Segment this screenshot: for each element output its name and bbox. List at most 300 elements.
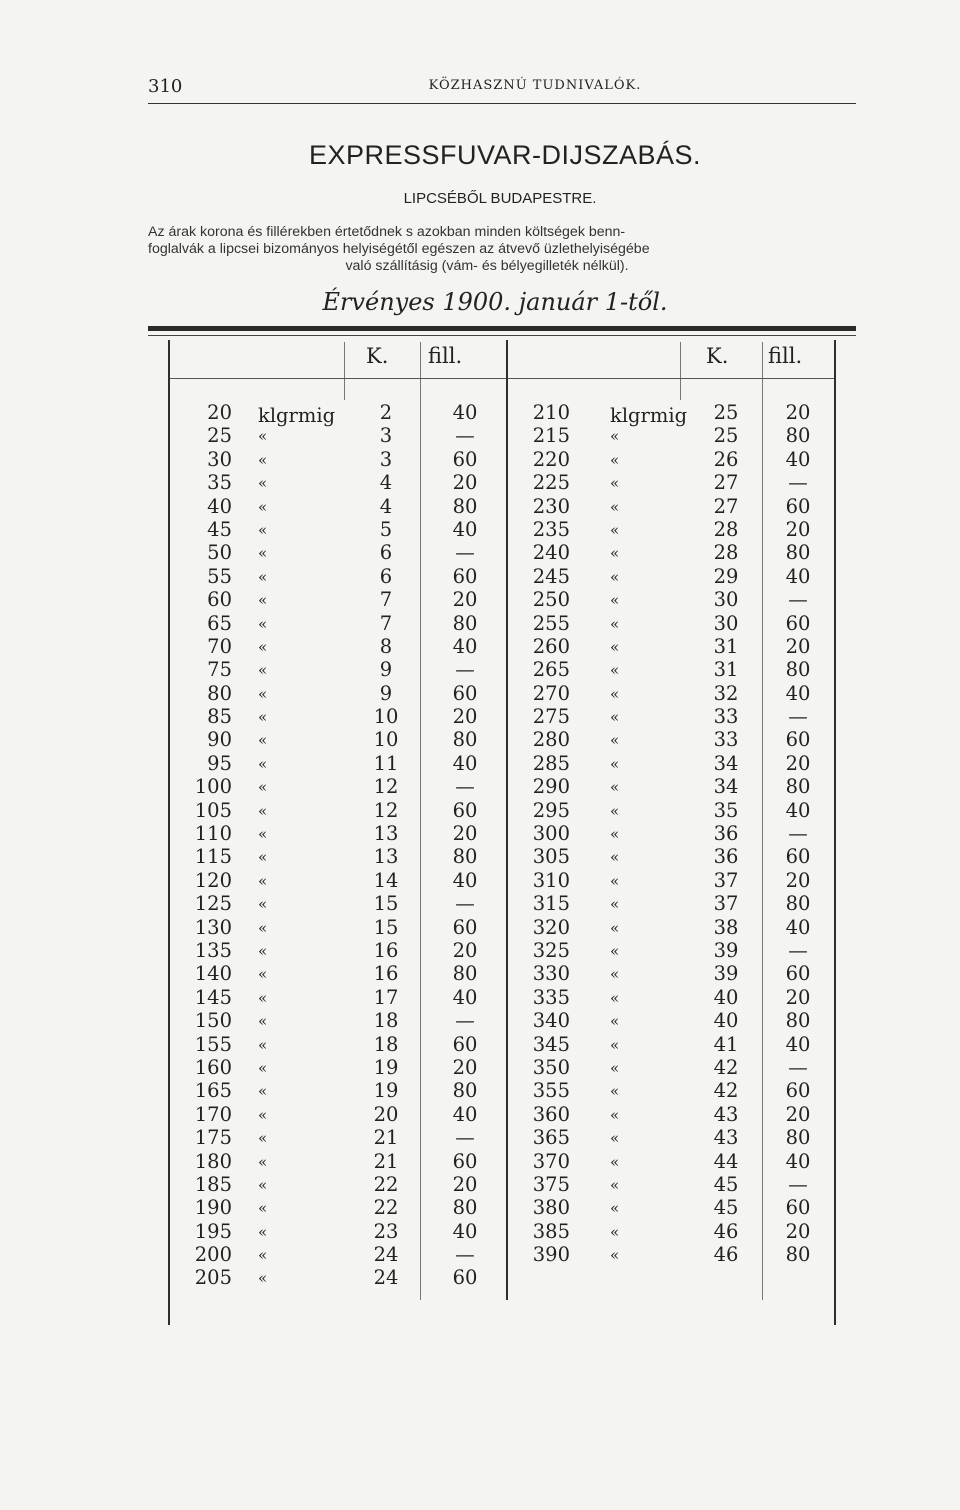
weight-cell: 370	[532, 1149, 570, 1173]
korona-cell: 37	[713, 868, 739, 892]
korona-cell: 43	[713, 1102, 739, 1126]
unit-cell: «	[610, 778, 620, 797]
filler-cell: —	[455, 424, 475, 448]
weight-cell: 230	[532, 494, 570, 518]
table-row	[170, 635, 840, 658]
korona-cell: 9	[379, 681, 393, 705]
korona-cell: 3	[379, 447, 393, 471]
table-row	[170, 939, 840, 962]
unit-cell: «	[610, 684, 620, 703]
unit-cell: «	[610, 1199, 620, 1218]
korona-cell: 27	[713, 494, 739, 518]
korona-cell: 25	[713, 424, 739, 448]
table-row	[170, 822, 840, 845]
table-row	[170, 892, 840, 915]
filler-cell: 40	[785, 915, 811, 939]
weight-cell: 150	[194, 1009, 232, 1033]
table-row	[170, 1126, 840, 1149]
unit-cell: «	[610, 614, 620, 633]
korona-cell: 19	[373, 1079, 399, 1103]
unit-cell: «	[258, 1129, 268, 1148]
filler-cell: 20	[452, 471, 478, 495]
unit-cell: «	[258, 871, 268, 890]
weight-cell: 380	[532, 1196, 570, 1220]
weight-cell: 160	[194, 1055, 232, 1079]
filler-cell: 80	[785, 424, 811, 448]
korona-cell: 46	[713, 1219, 739, 1243]
filler-cell: 60	[785, 1079, 811, 1103]
table-row	[170, 1196, 840, 1219]
unit-cell: «	[258, 801, 268, 820]
unit-cell: «	[258, 1012, 268, 1031]
unit-cell: «	[610, 988, 620, 1007]
unit-cell: «	[258, 1222, 268, 1241]
filler-cell: 60	[785, 611, 811, 635]
filler-cell: 60	[452, 447, 478, 471]
table-row	[170, 612, 840, 635]
filler-cell: 60	[452, 564, 478, 588]
weight-cell: 270	[532, 681, 570, 705]
unit-cell: «	[610, 708, 620, 727]
table-row	[170, 1173, 840, 1196]
korona-cell: 3	[379, 424, 393, 448]
weight-cell: 180	[194, 1149, 232, 1173]
korona-cell: 10	[373, 705, 399, 729]
table-row	[170, 1056, 840, 1079]
table-row	[170, 1220, 840, 1243]
filler-cell: 80	[452, 494, 478, 518]
unit-cell: klgrmig	[258, 404, 336, 427]
unit-cell: «	[258, 731, 268, 750]
table-row	[170, 845, 840, 868]
weight-cell: 360	[532, 1102, 570, 1126]
weight-cell: 140	[194, 962, 232, 986]
filler-cell: 80	[452, 1079, 478, 1103]
korona-cell: 11	[373, 751, 399, 775]
weight-cell: 280	[532, 728, 570, 752]
intro-line: Az árak korona és fillérekben értetődnek s azokban minden költségek benn-	[148, 224, 626, 240]
filler-cell: 20	[452, 588, 478, 612]
weight-cell: 330	[532, 962, 570, 986]
korona-cell: 36	[713, 822, 739, 846]
korona-cell: 33	[713, 705, 739, 729]
running-title: KÖZHASZNÚ TUDNIVALÓK.	[428, 78, 642, 93]
weight-cell: 110	[194, 822, 232, 846]
table-row	[170, 541, 840, 564]
weight-cell: 220	[532, 447, 570, 471]
unit-cell: «	[610, 825, 620, 844]
filler-cell: 40	[785, 564, 811, 588]
filler-cell: 80	[785, 1126, 811, 1150]
korona-cell: 9	[379, 658, 393, 682]
filler-cell: 60	[785, 845, 811, 869]
filler-cell: 20	[452, 1172, 478, 1196]
unit-cell: «	[258, 895, 268, 914]
filler-cell: 60	[452, 681, 478, 705]
korona-cell: 16	[373, 962, 399, 986]
korona-cell: 23	[373, 1219, 399, 1243]
unit-cell: «	[258, 708, 268, 727]
filler-cell: 80	[452, 962, 478, 986]
unit-cell: «	[258, 1246, 268, 1265]
korona-cell: 40	[713, 1009, 739, 1033]
weight-cell: 25	[207, 424, 232, 448]
weight-cell: 100	[194, 775, 232, 799]
weight-cell: 105	[194, 798, 232, 822]
unit-cell: «	[610, 450, 620, 469]
korona-cell: 15	[373, 915, 399, 939]
weight-cell: 30	[207, 447, 232, 471]
filler-cell: —	[455, 1009, 475, 1033]
column-header-korona: K.	[366, 344, 389, 368]
korona-cell: 40	[713, 985, 739, 1009]
korona-cell: 42	[713, 1055, 739, 1079]
filler-cell: 40	[452, 868, 478, 892]
filler-cell: 40	[785, 447, 811, 471]
weight-cell: 390	[532, 1243, 570, 1267]
unit-cell: «	[258, 684, 268, 703]
korona-cell: 34	[713, 775, 739, 799]
filler-cell: 20	[785, 517, 811, 541]
weight-cell: 175	[194, 1126, 232, 1150]
unit-cell: «	[258, 544, 268, 563]
table-row	[170, 728, 840, 751]
korona-cell: 16	[373, 938, 399, 962]
korona-cell: 18	[373, 1032, 399, 1056]
filler-cell: —	[455, 1126, 475, 1150]
unit-cell: «	[610, 754, 620, 773]
weight-cell: 185	[194, 1172, 232, 1196]
korona-cell: 39	[713, 938, 739, 962]
weight-cell: 20	[207, 401, 232, 424]
weight-cell: 250	[532, 588, 570, 612]
unit-cell: «	[610, 497, 620, 516]
weight-cell: 365	[532, 1126, 570, 1150]
column-header-filler: fill.	[428, 344, 463, 368]
unit-cell: «	[258, 778, 268, 797]
table-top-rule	[148, 326, 856, 331]
filler-cell: —	[788, 1055, 808, 1079]
unit-cell: «	[258, 637, 268, 656]
filler-cell: 60	[452, 1149, 478, 1173]
korona-cell: 31	[713, 634, 739, 658]
weight-cell: 315	[532, 892, 570, 916]
unit-cell: «	[610, 567, 620, 586]
korona-cell: 22	[373, 1196, 399, 1220]
filler-cell: —	[455, 658, 475, 682]
korona-cell: 5	[379, 517, 393, 541]
filler-cell: 20	[785, 985, 811, 1009]
validity-note: Érvényes 1900. január 1-től.	[322, 288, 668, 316]
weight-cell: 325	[532, 938, 570, 962]
unit-cell: «	[258, 754, 268, 773]
weight-cell: 340	[532, 1009, 570, 1033]
filler-cell: 60	[452, 798, 478, 822]
unit-cell: «	[610, 918, 620, 937]
weight-cell: 120	[194, 868, 232, 892]
korona-cell: 44	[713, 1149, 739, 1173]
page-number: 310	[148, 76, 183, 97]
table-row	[170, 869, 840, 892]
weight-cell: 240	[532, 541, 570, 565]
unit-cell: «	[258, 1058, 268, 1077]
korona-cell: 8	[379, 634, 393, 658]
korona-cell: 41	[713, 1032, 739, 1056]
table-row	[170, 1150, 840, 1173]
weight-cell: 285	[532, 751, 570, 775]
filler-cell: —	[455, 775, 475, 799]
weight-cell: 115	[194, 845, 232, 869]
filler-cell: 80	[452, 611, 478, 635]
korona-cell: 35	[713, 798, 739, 822]
weight-cell: 195	[194, 1219, 232, 1243]
filler-cell: 80	[785, 892, 811, 916]
weight-cell: 320	[532, 915, 570, 939]
filler-cell: —	[788, 938, 808, 962]
weight-cell: 235	[532, 517, 570, 541]
weight-cell: 260	[532, 634, 570, 658]
weight-cell: 355	[532, 1079, 570, 1103]
filler-cell: 40	[452, 401, 478, 424]
filler-cell: 20	[452, 822, 478, 846]
unit-cell: «	[610, 801, 620, 820]
filler-cell: 80	[452, 728, 478, 752]
column-divider	[344, 342, 345, 400]
filler-cell: —	[788, 1172, 808, 1196]
korona-cell: 32	[713, 681, 739, 705]
weight-cell: 155	[194, 1032, 232, 1056]
weight-cell: 135	[194, 938, 232, 962]
unit-cell: «	[258, 918, 268, 937]
table-row	[170, 682, 840, 705]
weight-cell: 35	[207, 471, 232, 495]
unit-cell: «	[610, 544, 620, 563]
filler-cell: 60	[785, 728, 811, 752]
korona-cell: 7	[379, 588, 393, 612]
korona-cell: 33	[713, 728, 739, 752]
table-row	[170, 471, 840, 494]
table-row	[170, 916, 840, 939]
korona-cell: 39	[713, 962, 739, 986]
weight-cell: 300	[532, 822, 570, 846]
unit-cell: «	[258, 1105, 268, 1124]
korona-cell: 13	[373, 822, 399, 846]
filler-cell: 80	[785, 658, 811, 682]
filler-cell: 40	[452, 985, 478, 1009]
unit-cell: «	[258, 1152, 268, 1171]
unit-cell: «	[258, 1199, 268, 1218]
filler-cell: 40	[452, 517, 478, 541]
table-row	[170, 1243, 840, 1266]
table-row	[170, 424, 840, 447]
unit-cell: «	[258, 965, 268, 984]
korona-cell: 4	[379, 471, 393, 495]
weight-cell: 65	[207, 611, 232, 635]
korona-cell: 42	[713, 1079, 739, 1103]
table-row	[170, 705, 840, 728]
filler-cell: 60	[452, 1266, 478, 1290]
weight-cell: 75	[207, 658, 232, 682]
column-header-filler: fill.	[768, 344, 803, 368]
table-row	[170, 752, 840, 775]
korona-cell: 17	[373, 985, 399, 1009]
rate-table	[170, 401, 840, 1290]
header-underline	[170, 378, 506, 379]
korona-cell: 2	[379, 401, 393, 424]
filler-cell: 80	[785, 1009, 811, 1033]
weight-cell: 225	[532, 471, 570, 495]
korona-cell: 45	[713, 1172, 739, 1196]
intro-line: való szállításig (vám- és bélyegilleték nélkül).	[345, 258, 629, 274]
korona-cell: 22	[373, 1172, 399, 1196]
weight-cell: 310	[532, 868, 570, 892]
weight-cell: 350	[532, 1055, 570, 1079]
filler-cell: 40	[785, 681, 811, 705]
filler-cell: 60	[452, 1032, 478, 1056]
weight-cell: 45	[207, 517, 232, 541]
page-subtitle: LIPCSÉBŐL BUDAPESTRE.	[403, 190, 597, 207]
weight-cell: 345	[532, 1032, 570, 1056]
weight-cell: 145	[194, 985, 232, 1009]
page-title: EXPRESSFUVAR-DIJSZABÁS.	[308, 140, 702, 170]
unit-cell: «	[258, 427, 268, 446]
table-row	[170, 1033, 840, 1056]
unit-cell: «	[610, 731, 620, 750]
unit-cell: «	[258, 825, 268, 844]
table-row	[170, 565, 840, 588]
filler-cell: 60	[785, 494, 811, 518]
table-row	[170, 495, 840, 518]
filler-cell: 20	[785, 634, 811, 658]
weight-cell: 205	[194, 1266, 232, 1290]
table-row	[170, 1103, 840, 1126]
korona-cell: 25	[713, 401, 739, 424]
filler-cell: —	[455, 1243, 475, 1267]
weight-cell: 80	[207, 681, 232, 705]
unit-cell: «	[258, 520, 268, 539]
korona-cell: 6	[379, 541, 393, 565]
filler-cell: 60	[785, 962, 811, 986]
unit-cell: «	[258, 988, 268, 1007]
filler-cell: 20	[785, 751, 811, 775]
unit-cell: «	[610, 848, 620, 867]
weight-cell: 255	[532, 611, 570, 635]
korona-cell: 28	[713, 517, 739, 541]
unit-cell: «	[610, 1012, 620, 1031]
filler-cell: 20	[452, 938, 478, 962]
weight-cell: 125	[194, 892, 232, 916]
korona-cell: 34	[713, 751, 739, 775]
korona-cell: 15	[373, 892, 399, 916]
weight-cell: 215	[532, 424, 570, 448]
weight-cell: 55	[207, 564, 232, 588]
weight-cell: 305	[532, 845, 570, 869]
weight-cell: 210	[532, 401, 570, 424]
unit-cell: «	[610, 1035, 620, 1054]
unit-cell: «	[610, 637, 620, 656]
table-row	[170, 1079, 840, 1102]
filler-cell: 60	[785, 1196, 811, 1220]
korona-cell: 7	[379, 611, 393, 635]
unit-cell: «	[610, 661, 620, 680]
korona-cell: 37	[713, 892, 739, 916]
filler-cell: 40	[785, 1032, 811, 1056]
unit-cell: «	[258, 1082, 268, 1101]
table-row	[170, 775, 840, 798]
weight-cell: 375	[532, 1172, 570, 1196]
unit-cell: «	[610, 871, 620, 890]
korona-cell: 12	[373, 798, 399, 822]
unit-cell: «	[258, 567, 268, 586]
unit-cell: «	[610, 1152, 620, 1171]
filler-cell: 40	[452, 1219, 478, 1243]
weight-cell: 85	[207, 705, 232, 729]
unit-cell: «	[258, 661, 268, 680]
weight-cell: 290	[532, 775, 570, 799]
unit-cell: «	[258, 591, 268, 610]
weight-cell: 295	[532, 798, 570, 822]
unit-cell: «	[610, 1105, 620, 1124]
filler-cell: 80	[785, 775, 811, 799]
korona-cell: 21	[373, 1126, 399, 1150]
intro-line: foglalvák a lipcsei bizományos helyiségétől egészen az átvevő üzlethelyiségébe	[148, 241, 650, 257]
table-row	[170, 1266, 840, 1289]
table-row	[170, 448, 840, 471]
filler-cell: 80	[785, 1243, 811, 1267]
unit-cell: «	[610, 941, 620, 960]
weight-cell: 335	[532, 985, 570, 1009]
korona-cell: 10	[373, 728, 399, 752]
unit-cell: «	[258, 1175, 268, 1194]
weight-cell: 190	[194, 1196, 232, 1220]
korona-cell: 29	[713, 564, 739, 588]
korona-cell: 30	[713, 611, 739, 635]
filler-cell: 80	[785, 541, 811, 565]
weight-cell: 40	[207, 494, 232, 518]
weight-cell: 70	[207, 634, 232, 658]
filler-cell: 60	[452, 915, 478, 939]
korona-cell: 24	[373, 1243, 399, 1267]
weight-cell: 90	[207, 728, 232, 752]
weight-cell: 245	[532, 564, 570, 588]
korona-cell: 27	[713, 471, 739, 495]
header-rule	[148, 103, 856, 104]
filler-cell: 80	[452, 845, 478, 869]
korona-cell: 26	[713, 447, 739, 471]
korona-cell: 24	[373, 1266, 399, 1290]
unit-cell: «	[610, 1222, 620, 1241]
unit-cell: «	[258, 941, 268, 960]
unit-cell: «	[610, 965, 620, 984]
filler-cell: 20	[785, 401, 811, 424]
weight-cell: 385	[532, 1219, 570, 1243]
filler-cell: —	[788, 588, 808, 612]
weight-cell: 200	[194, 1243, 232, 1267]
korona-cell: 19	[373, 1055, 399, 1079]
weight-cell: 265	[532, 658, 570, 682]
table-top-thin-rule	[148, 335, 856, 336]
weight-cell: 170	[194, 1102, 232, 1126]
korona-cell: 12	[373, 775, 399, 799]
unit-cell: «	[258, 450, 268, 469]
korona-cell: 20	[373, 1102, 399, 1126]
filler-cell: 20	[785, 1219, 811, 1243]
korona-cell: 45	[713, 1196, 739, 1220]
unit-cell: «	[258, 1035, 268, 1054]
filler-cell: 20	[452, 1055, 478, 1079]
filler-cell: —	[455, 541, 475, 565]
unit-cell: «	[610, 1246, 620, 1265]
